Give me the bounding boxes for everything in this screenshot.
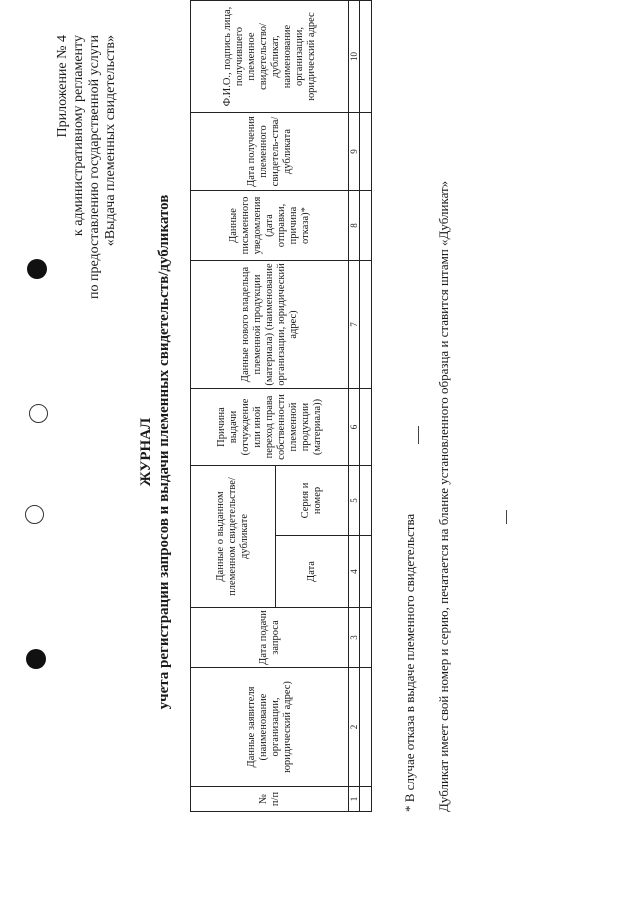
journal-subtitle: учета регистрации запросов и выдачи племенных свидетельств/дубликатов — [156, 194, 172, 710]
column-number: 5 — [349, 466, 360, 536]
note-duplicate: Дубликат имеет свой номер и серию, печатается на бланке установленного образца и ставится штамп «Дубликат» — [436, 180, 451, 812]
column-number: 3 — [349, 608, 360, 668]
header-receipt-date: Дата получения племенного свидетель-ства/ дубликата — [191, 113, 349, 191]
appendix-number: Приложение № 4 — [55, 35, 70, 138]
header-request-date: Дата подачи запроса — [191, 608, 349, 668]
column-number: 2 — [349, 668, 360, 787]
empty-cell — [360, 261, 372, 389]
empty-cell — [360, 466, 372, 536]
header-certificate-data: Данные о выданном племенном свидетельстве/ дубликате — [191, 466, 276, 608]
journal-title: ЖУРНАЛ — [138, 417, 154, 487]
column-number: 10 — [349, 1, 360, 113]
appendix-header — [55, 35, 119, 415]
empty-cell — [360, 191, 372, 261]
appendix-service: по предоставлению государственной услуги — [87, 35, 102, 299]
separator-mark — [418, 426, 419, 444]
empty-cell — [360, 536, 372, 608]
header-certificate-date: Дата — [276, 536, 349, 608]
empty-cell — [360, 113, 372, 191]
header-reason: Причина выдачи (отчуждение или иной переход права собственности племенной продукции (материала)) — [191, 389, 349, 466]
empty-cell — [360, 787, 372, 812]
footnote-refusal: * В случае отказа в выдаче племенного свидетельства — [402, 513, 417, 812]
column-number: 7 — [349, 261, 360, 389]
column-number: 8 — [349, 191, 360, 261]
header-recipient: Ф.И.О., подпись лица, получившего племенное свидетельство/ дубликат, наименование организации, юридический адрес — [191, 1, 349, 113]
column-numbers-row — [349, 1, 360, 812]
empty-cell — [360, 608, 372, 668]
column-number: 4 — [349, 536, 360, 608]
header-applicant: Данные заявителя (наименование организации, юридический адрес) — [191, 668, 349, 787]
header-new-owner: Данные нового владельца племенной продукции (материала) (наименование организации, юридический адрес) — [191, 261, 349, 389]
column-number: 9 — [349, 113, 360, 191]
appendix-regulation: к административному регламенту — [71, 35, 86, 237]
header-notification: Данные письменного уведомления (дата отправки, причина отказа)* — [191, 191, 349, 261]
empty-cell — [360, 389, 372, 466]
separator-mark — [506, 510, 507, 524]
appendix-service-name: «Выдача племенных свидетельств» — [103, 35, 118, 247]
header-series-number: Серия и номер — [276, 466, 349, 536]
header-number: № п/п — [191, 787, 349, 812]
journal-table — [190, 0, 372, 812]
column-number: 1 — [349, 787, 360, 812]
table-row-empty — [360, 1, 372, 812]
column-number: 6 — [349, 389, 360, 466]
empty-cell — [360, 668, 372, 787]
empty-cell — [360, 1, 372, 113]
